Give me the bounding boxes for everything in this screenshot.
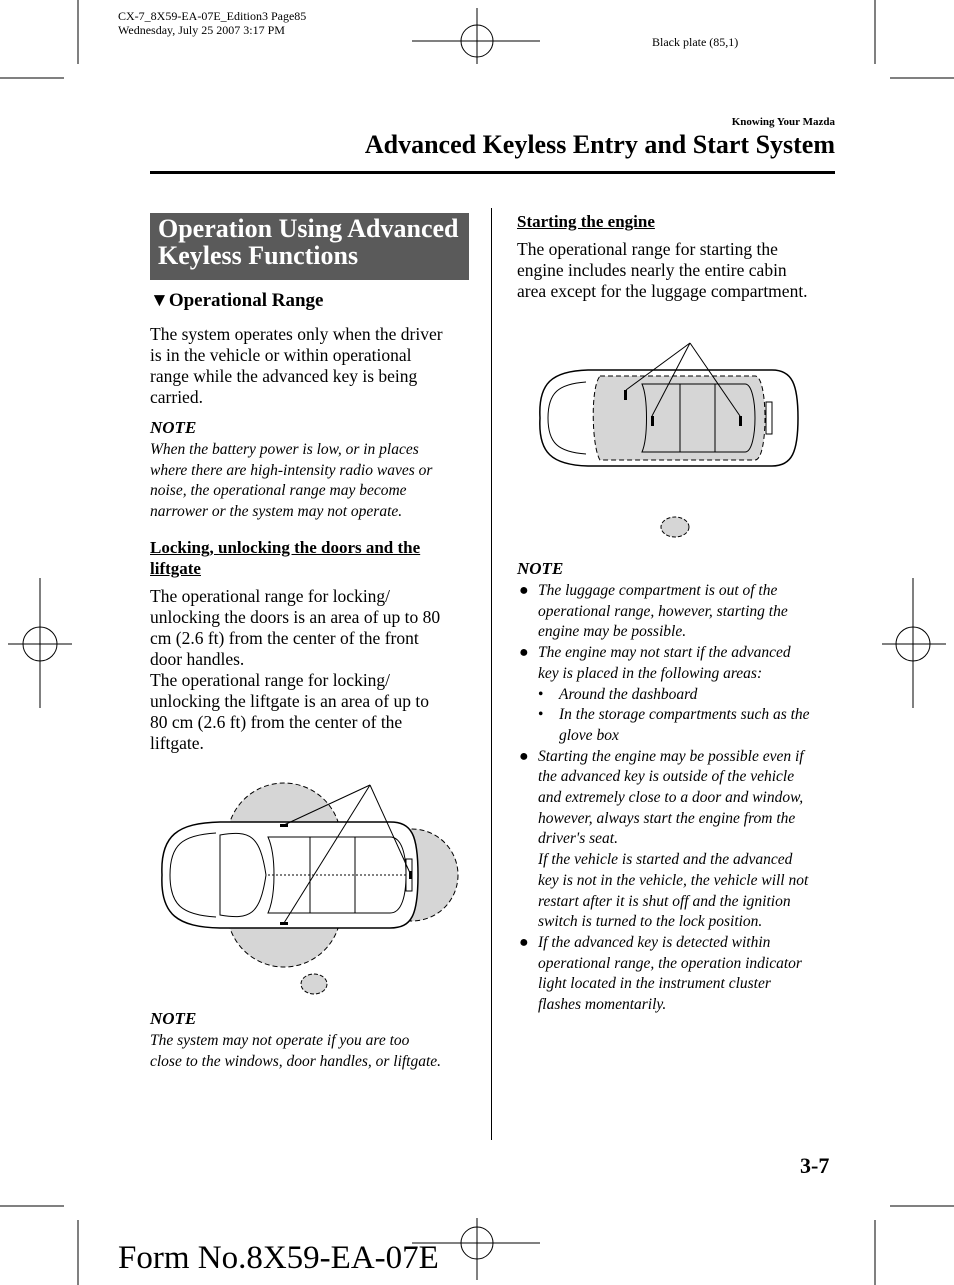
subheading-operational-range: ▼Operational Range bbox=[150, 290, 324, 311]
note-bullet: ● If the advanced key is detected within operational range, the operation indicator light located in the instrument cluster flashes momentarily. bbox=[519, 933, 802, 1014]
subheading-starting-engine: Starting the engine bbox=[517, 212, 655, 231]
note-heading: NOTE bbox=[517, 559, 564, 578]
note-battery: When the battery power is low, or in places where there are high-intensity radio waves or noise, the operational range may become narrower or the system may not operate. bbox=[150, 441, 433, 521]
bullet-icon: ● bbox=[519, 582, 529, 599]
note-too-close: The system may not operate if you are too close to the windows, door handles, or liftgate. bbox=[150, 1032, 442, 1070]
sub-bullet-icon: • bbox=[538, 685, 544, 703]
paragraph-locking: The operational range for locking/ unlocking the doors is an area of up to 80 cm (2.6 ft) from the center of the front door handles. The operational range for locking/ unlocking the liftgate is an area of up to 80 cm (2.6 ft) from the center of the liftgate. bbox=[150, 586, 441, 753]
bullet-icon: ● bbox=[519, 644, 529, 662]
note-bullet: ● Starting the engine may be possible even if the advanced key is outside of the vehicle and extremely close to a door and window, however, always start the engine from the driver's seat. If the vehicle is started and the advanced key is not in the vehicle, the vehicle will not restart after it is shut off and the ignition switch is turned to the lock position. bbox=[519, 747, 809, 931]
plate-date-line: Wednesday, July 25 2007 3:17 PM bbox=[118, 23, 285, 37]
box-title-line: Operation Using Advanced bbox=[158, 214, 459, 243]
paragraph-operational: The system operates only when the driver is in the vehicle or within operational range while the advanced key is being carried. bbox=[150, 324, 443, 407]
subheading-locking: Locking, unlocking the doors and the liftgate bbox=[150, 538, 421, 578]
triangle-down-icon: ▼ bbox=[150, 290, 169, 311]
column-divider bbox=[491, 208, 492, 1140]
box-title-line: Keyless Functions bbox=[158, 241, 359, 270]
black-plate-label: Black plate (85,1) bbox=[652, 35, 739, 49]
page-title: Advanced Keyless Entry and Start System bbox=[364, 130, 835, 159]
note-sub-bullet: • Around the dashboard bbox=[517, 685, 842, 706]
section-heading-box bbox=[150, 213, 469, 280]
note-heading: NOTE bbox=[150, 1009, 197, 1028]
starting-range-illustration bbox=[530, 338, 805, 543]
note-bullet: ● The engine may not start if the advanced key is placed in the following areas: bbox=[519, 644, 791, 682]
form-number: Form No.8X59-EA-07E bbox=[118, 1240, 439, 1276]
paragraph-starting: The operational range for starting the engine includes nearly the entire cabin area except for the luggage compartment. bbox=[517, 239, 808, 301]
bullet-icon: ● bbox=[519, 933, 529, 951]
note-bullets bbox=[517, 581, 842, 1016]
note-heading: NOTE bbox=[150, 418, 197, 437]
header-rule bbox=[150, 171, 835, 174]
note-sub-bullet: • In the storage compartments such as the glove box bbox=[538, 706, 810, 744]
page-number: 3-7 bbox=[800, 1153, 830, 1178]
note-bullet: ● The luggage compartment is out of the operational range, however, starting the engine may be possible. bbox=[519, 582, 788, 641]
locking-range-illustration bbox=[150, 775, 465, 1000]
section-label: Knowing Your Mazda bbox=[731, 116, 835, 128]
plate-file-line: CX-7_8X59-EA-07E_Edition3 Page85 bbox=[118, 9, 307, 23]
sub-bullet-icon: • bbox=[538, 706, 544, 724]
bullet-icon: ● bbox=[519, 747, 529, 765]
